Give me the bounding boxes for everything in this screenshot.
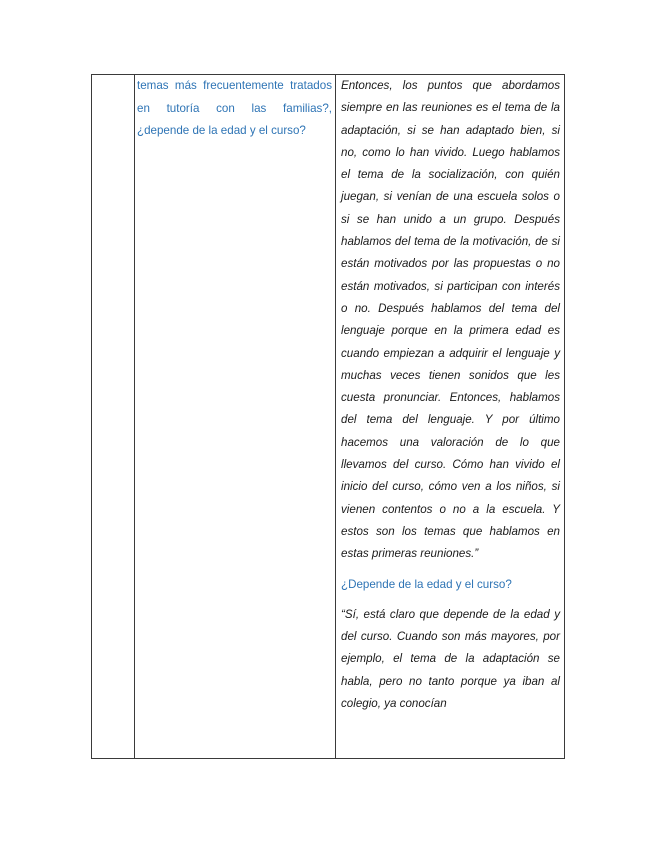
answer-cell [336, 75, 565, 759]
empty-cell [92, 75, 135, 759]
table-row [92, 75, 565, 759]
answer-paragraph-1: Entonces, los puntos que abordamos siempre en las reuniones es el tema de la adaptación, si se han adaptado bien, si no, como lo han vivido. Luego hablamos el tema de la socialización, con quién juegan, si venían de una escuela solos o si se han unido a un grupo. Después hablamos del tema de la motivación, de si están motivados por las propuestas o no están motivados, si participan con interés o no. Después hablamos del tema del lenguaje porque en la primera edad es cuando empiezan a adquirir el lenguaje y muchas veces tienen sonidos que les cuesta pronunciar. Entonces, hablamos del tema del lenguaje. Y por último hacemos una valoración de lo que llevamos del curso. Cómo han vivido el inicio del curso, cómo ven a los niños, si vienen contentos o no a la escuela. Y estos son los temas que hablamos en estas primeras reuniones.” [341, 79, 560, 561]
interview-table [91, 74, 565, 759]
answer-subheading: ¿Depende de la edad y el curso? [341, 577, 512, 591]
answer-block [336, 75, 564, 715]
question-text: temas más frecuentemente tratados en tutoría con las familias?, ¿depende de la edad y el curso? [137, 79, 332, 137]
question-cell [135, 75, 336, 759]
answer-paragraph-2: “Sí, está claro que depende de la edad y del curso. Cuando son más mayores, por ejemplo, el tema de la adaptación se habla, pero no tanto porque ya iban al colegio, ya conocían [341, 607, 560, 711]
